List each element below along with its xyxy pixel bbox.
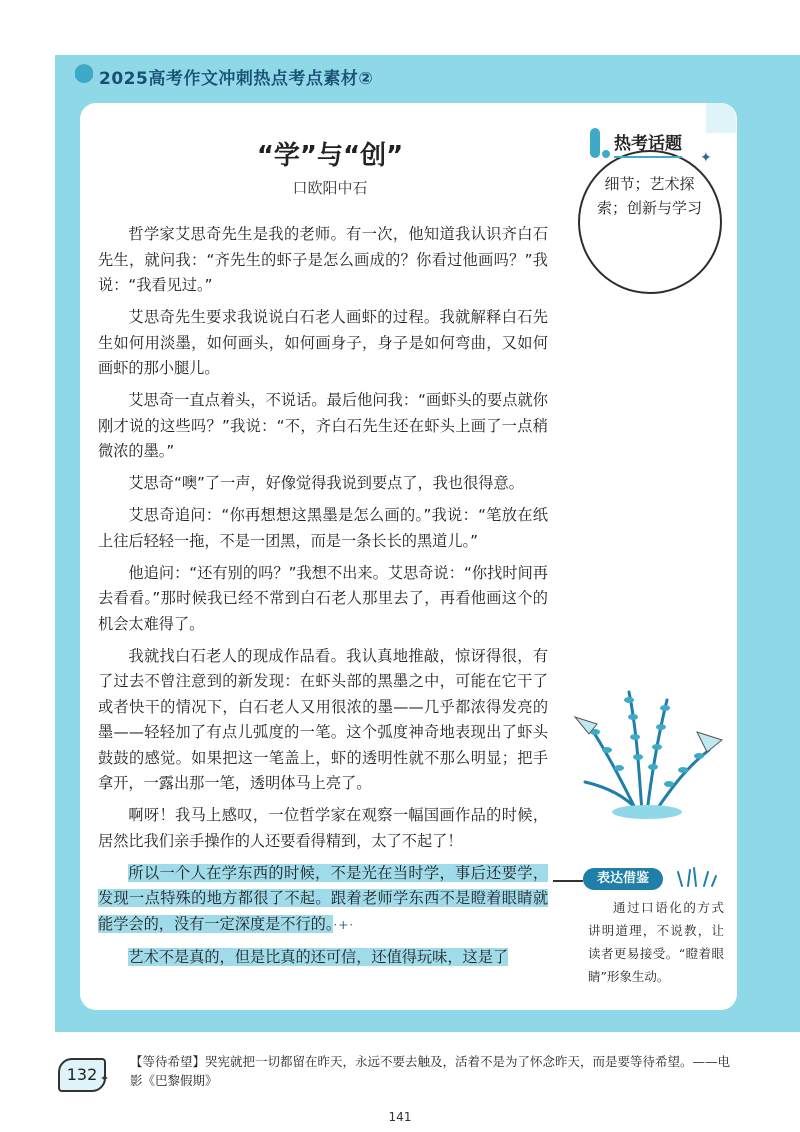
highlight-text: 所以一个人在学东西的时候，不是光在当时学，事后还要学，发现一点特殊的地方都很了不起。跟着老师学东西不是瞪着眼睛就能学会的，没有一定深度是不行的。 (98, 863, 548, 933)
highlighted-paragraph (98, 861, 548, 939)
highlight-text: 艺术不是真的，但是比真的还可信，还值得玩味，这是了 (128, 947, 509, 966)
paragraph: 哲学家艾思奇先生是我的老师。有一次，他知道我认识齐白石先生，就问我：“齐先生的虾子是怎么画成的？你看过他画吗？”我说：“我看见过。” (98, 225, 548, 294)
topic-tag (590, 128, 682, 158)
plant-illustration-icon (567, 672, 727, 822)
sparkle-icon: ✦ (700, 150, 712, 166)
note-text (588, 896, 724, 988)
article-author: 口欧阳中石 (292, 179, 368, 197)
topic-tag-label: 热考话题 (614, 129, 682, 158)
annotation-marker: ·+· (333, 917, 355, 932)
dot-icon (602, 150, 610, 158)
paragraph: 我就找白石老人的现成作品看。我认真地推敲，惊讶得很，有了过去不曾注意到的新发现：在虾头部的黑墨之中，可能在它干了或者快干的情况下，白石老人又用很浓的墨——几乎都浓得发亮的墨——轻轻加了有点儿弧度的一笔。这个弧度神奇地表现出了虾头鼓鼓的感觉。如果把这一笔盖上，虾的透明性就不那么明显；把手拿开，一露出那一笔，透明体马上亮了。 (98, 646, 548, 792)
article-title: “学”与“创” (256, 141, 404, 171)
paragraph: 艾思奇追问：“你再想想这黑墨是怎么画的。”我说：“笔放在纸上往后轻轻一拖，不是一团黑，而是一条长长的黑道儿。” (98, 506, 548, 550)
scan-page-number: 141 (388, 1110, 412, 1124)
highlighted-paragraph (98, 945, 548, 971)
note-paragraph: 通过口语化的方式讲明道理，不说教，让读者更易接受。“瞪着眼睛”形象生动。 (588, 900, 724, 984)
sparkle-icon: ✦ (100, 1072, 110, 1085)
paragraph: 艾思奇先生要求我说说白石老人画虾的过程。我就解释白石先生如何用淡墨，如何画头，如何画身子，身子是如何弯曲，又如何画虾的那小腿儿。 (98, 308, 548, 377)
page-curl-corner (706, 103, 736, 133)
header-title: 2025高考作文冲刺热点考点素材② (99, 68, 374, 89)
footer-quote: 【等待希望】哭宪就把一切都留在昨天，永远不要去触及，活着不是为了怀念昨天，而是要等待希望。——电影《巴黎假期》 (130, 1054, 731, 1088)
pinecone-icon (75, 64, 93, 88)
bookmark-icon (590, 128, 600, 158)
paragraph: 艾思奇“噢”了一声，好像觉得我说到要点了，我也很得意。 (128, 474, 524, 492)
header-bar (55, 56, 800, 96)
paragraph: 他追问：“还有别的吗？”我想不出来。艾思奇说：“你找时间再去看看。”那时候我已经不常到白石老人那里去了，再看他画这个的机会太难得了。 (98, 563, 548, 633)
paragraph: 艾思奇一直点着头，不说话。最后他问我：“画虾头的要点就你刚才说的这些吗？”我说：“不，齐白石先生还在虾头上画了一点稍微浓的墨。” (98, 391, 548, 460)
note-connector-line (553, 880, 583, 882)
topic-text: 细节；艺术探索；创新与学习 (596, 175, 702, 217)
page-number: 132 (58, 1058, 106, 1092)
paragraph: 啊呀！我马上感叹，一位哲学家在观察一幅国画作品的时候，居然比我们亲手操作的人还要看得精到，太了不起了！ (98, 806, 548, 850)
grass-icon (672, 866, 722, 888)
article-body (98, 222, 548, 977)
note-tag: 表达借鉴 (583, 868, 663, 890)
